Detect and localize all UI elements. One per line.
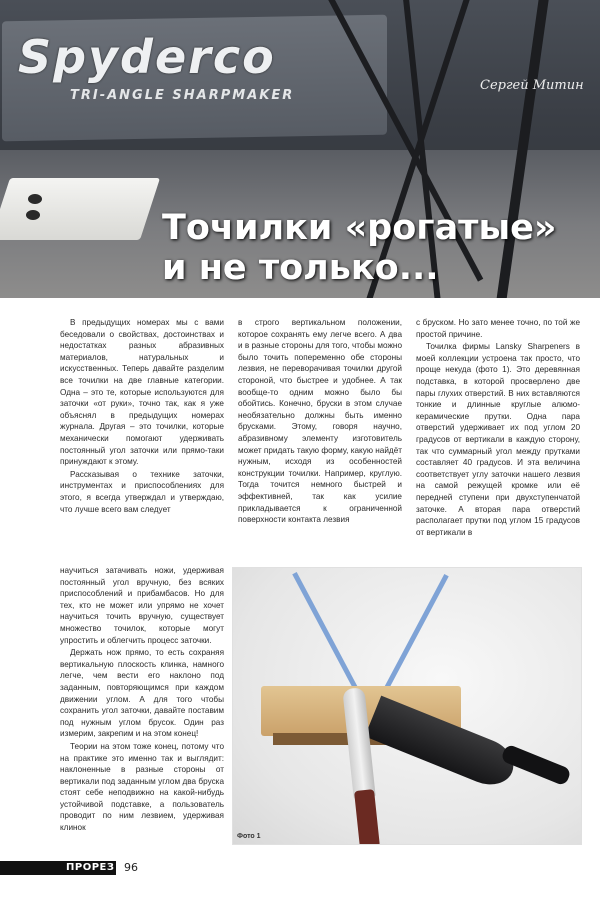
photo-caption: Фото 1: [237, 833, 261, 840]
brand-subtitle: TRI-ANGLE SHARPMAKER: [70, 88, 295, 103]
paragraph: Точилка фирмы Lansky Sharpeners в моей коллекции устроена так просто, что проще некуда (фото 1). Это деревянная подставка, в которой просверлено две пары глухих отверстий. В них вставляются тонкие и длинные круглые алюмо-керамические прутки. Одна пара отверстий удерживает их под углом 20 градусов от вертикали в каждую сторону, так что суммарный угол между прутками составляет 40 градусов. И эта величина соответствует углу заточки нашего лезвия на самой режущей кромке или её передней ступени при двухступенчатой заточке. А вторая пара отверстий располагает прутки под углом 15 градусов от вертикали в: [416, 342, 580, 537]
column-1-continued: [60, 565, 224, 857]
block-hole: [26, 210, 40, 220]
paragraph: в строго вертикальном положении, которое сохранять ему легче всего. А два и в разные стороны для того, чтобы можно было точить попеременно обе стороны лезвия, не переворачивая точилки другой стороной, что быстрее и удобнее. А так вообще-то одним можно было бы обойтись. Конечно, бруски в этом случае необязательно должны быть именно брусками. Этому, говоря научно, абразивному элементу изготовитель может придать такую форму, какую найдёт нужным, исходя из особенностей конструкции точилки. Например, круглую. Тогда точится немного быстрей и эффективней, так как усилие прикладывается к ограниченной поверхности контакта лезвия: [238, 318, 402, 525]
paragraph: Теории на этом тоже конец, потому что на практике это именно так и выглядит: наклоненные в разные стороны от вертикали под заданным углом два бруска стоят себе неподвижно на какой-нибудь устойчивой подставке, а пользователь проводит по ним лезвием, удерживая клинок: [60, 741, 224, 833]
paragraph: Держать нож прямо, то есть сохраняя вертикальную плоскость клинка, намного легче, чем вести его наклоно под заданным, повторяющимся при каждом движении углом. А для того чтобы сохранить угол заточки, давайте поставим под нужным углом брусок. Один раз измерим, закрепим и на этом конец!: [60, 648, 224, 739]
article-title: [162, 208, 582, 288]
paragraph: В предыдущих номерах мы с вами беседовали о свойствах, достоинствах и недостатках разных абразивных материалов, натуральных и искусственных. Теперь давайте разделим все точилки на две главные категории. Одна – это те, которые используются для заточки «от руки», точно так, как я уже объяснял в предыдущих номерах журнала. Другая – это точилки, которые механически помогают удерживать постоянный угол заточки или прямо-таки принуждают к этому.: [60, 318, 224, 467]
title-line-2: и не только...: [162, 248, 439, 288]
photo-lansky-sharpener: [232, 567, 582, 845]
brand-logo: Spyderco: [18, 30, 276, 84]
ceramic-rod: [383, 574, 448, 691]
text-columns: [60, 317, 580, 565]
paragraph: Рассказывая о технике заточки, инструментах и приспособлениях для этого, я всегда утверждал и утверждаю, что лучше всего вам следует: [60, 469, 224, 514]
small-knife-handle: [354, 789, 380, 845]
author-name: Сергей Митин: [480, 78, 584, 93]
column-2: [238, 317, 402, 565]
magazine-logo: ПРОРЕЗ: [66, 862, 115, 873]
white-block: [0, 178, 160, 240]
paragraph: с бруском. Но зато менее точно, по той же простой причине.: [416, 318, 580, 339]
column-3: [416, 317, 580, 565]
title-line-1: Точилки «рогатые»: [162, 208, 557, 248]
column-1: [60, 317, 224, 565]
page-number: 96: [124, 861, 138, 874]
paragraph: научиться затачивать ножи, удерживая постоянный угол вручную, без всяких приспособлений и прибамбасов. Но для тех, кто не может или упрямо не хочет научиться точить вручную, существует множество точилок, которые могут упростить и облегчить процесс заточки.: [60, 566, 224, 645]
page-footer: [0, 861, 600, 875]
hero-photo: [0, 0, 600, 298]
ceramic-rod: [292, 572, 357, 689]
block-hole: [28, 194, 42, 204]
